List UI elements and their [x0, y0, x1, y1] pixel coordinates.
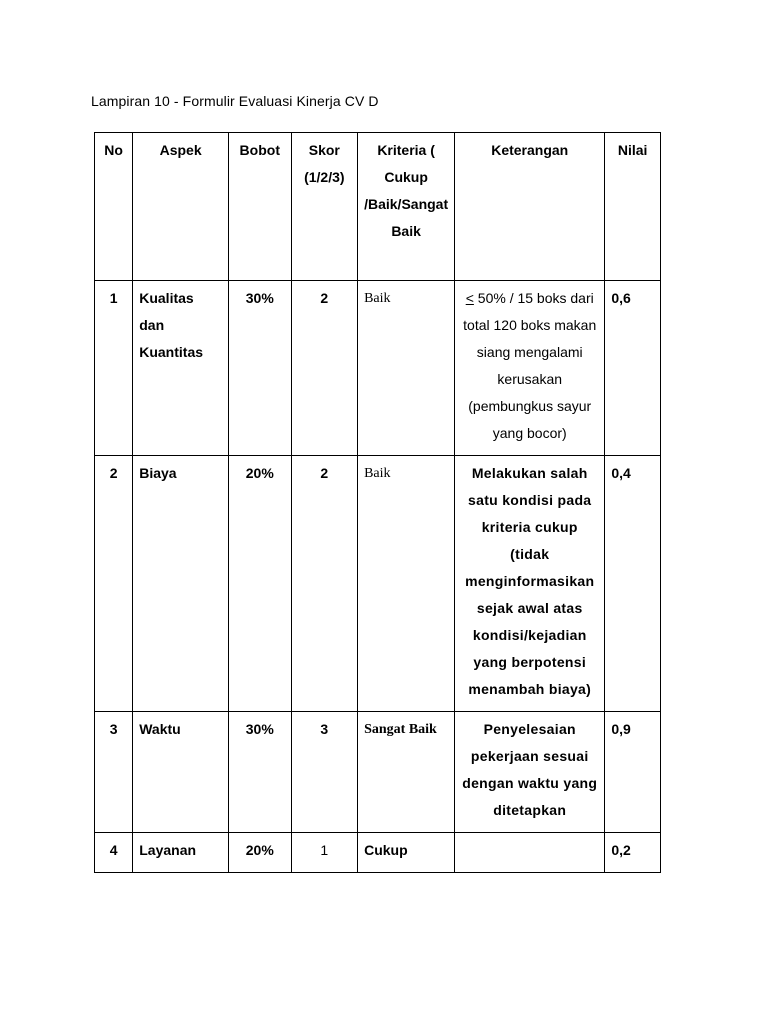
- cell-aspek: Kualitas dan Kuantitas: [133, 281, 229, 456]
- cell-skor: 1: [291, 833, 358, 873]
- table-header-row: [95, 133, 661, 281]
- cell-bobot: 30%: [229, 281, 292, 456]
- cell-skor: 2: [291, 456, 358, 712]
- cell-nilai: 0,2: [605, 833, 661, 873]
- cell-bobot: 20%: [229, 456, 292, 712]
- cell-kriteria: Baik: [358, 456, 455, 712]
- cell-kriteria: Baik: [358, 281, 455, 456]
- cell-kriteria: Cukup: [358, 833, 455, 873]
- header-nilai: Nilai: [605, 133, 661, 281]
- header-aspek: Aspek: [133, 133, 229, 281]
- cell-skor: 2: [291, 281, 358, 456]
- header-skor: Skor (1/2/3): [291, 133, 358, 281]
- cell-keterangan: Melakukan salah satu kondisi pada kriteria cukup (tidak menginformasikan sejak awal atas kondisi/kejadian yang berpotensi menambah biaya): [455, 456, 605, 712]
- cell-nilai: 0,4: [605, 456, 661, 712]
- cell-aspek: Waktu: [133, 712, 229, 833]
- table-row: [95, 281, 661, 456]
- table-row: [95, 712, 661, 833]
- cell-no: 4: [95, 833, 133, 873]
- table-row: [95, 833, 661, 873]
- header-no: No: [95, 133, 133, 281]
- header-bobot: Bobot: [229, 133, 292, 281]
- keterangan-text: 50% / 15 boks dari total 120 boks makan siang mengalami kerusakan (pembungkus sayur yang bocor): [463, 290, 597, 441]
- cell-bobot: 20%: [229, 833, 292, 873]
- cell-kriteria: Sangat Baik: [358, 712, 455, 833]
- cell-keterangan: Penyelesaian pekerjaan sesuai dengan waktu yang ditetapkan: [455, 712, 605, 833]
- cell-aspek: Layanan: [133, 833, 229, 873]
- header-keterangan: Keterangan: [455, 133, 605, 281]
- cell-nilai: 0,9: [605, 712, 661, 833]
- less-equal-symbol: <: [465, 290, 474, 306]
- cell-nilai: 0,6: [605, 281, 661, 456]
- table-row: [95, 456, 661, 712]
- cell-skor: 3: [291, 712, 358, 833]
- cell-aspek: Biaya: [133, 456, 229, 712]
- cell-bobot: 30%: [229, 712, 292, 833]
- cell-no: 1: [95, 281, 133, 456]
- header-kriteria: Kriteria ( Cukup /Baik/Sangat Baik: [358, 133, 455, 281]
- cell-no: 3: [95, 712, 133, 833]
- document-title: Lampiran 10 - Formulir Evaluasi Kinerja CV D: [91, 93, 379, 109]
- cell-keterangan: [455, 833, 605, 873]
- cell-keterangan: [455, 281, 605, 456]
- cell-no: 2: [95, 456, 133, 712]
- evaluation-table: [94, 132, 661, 873]
